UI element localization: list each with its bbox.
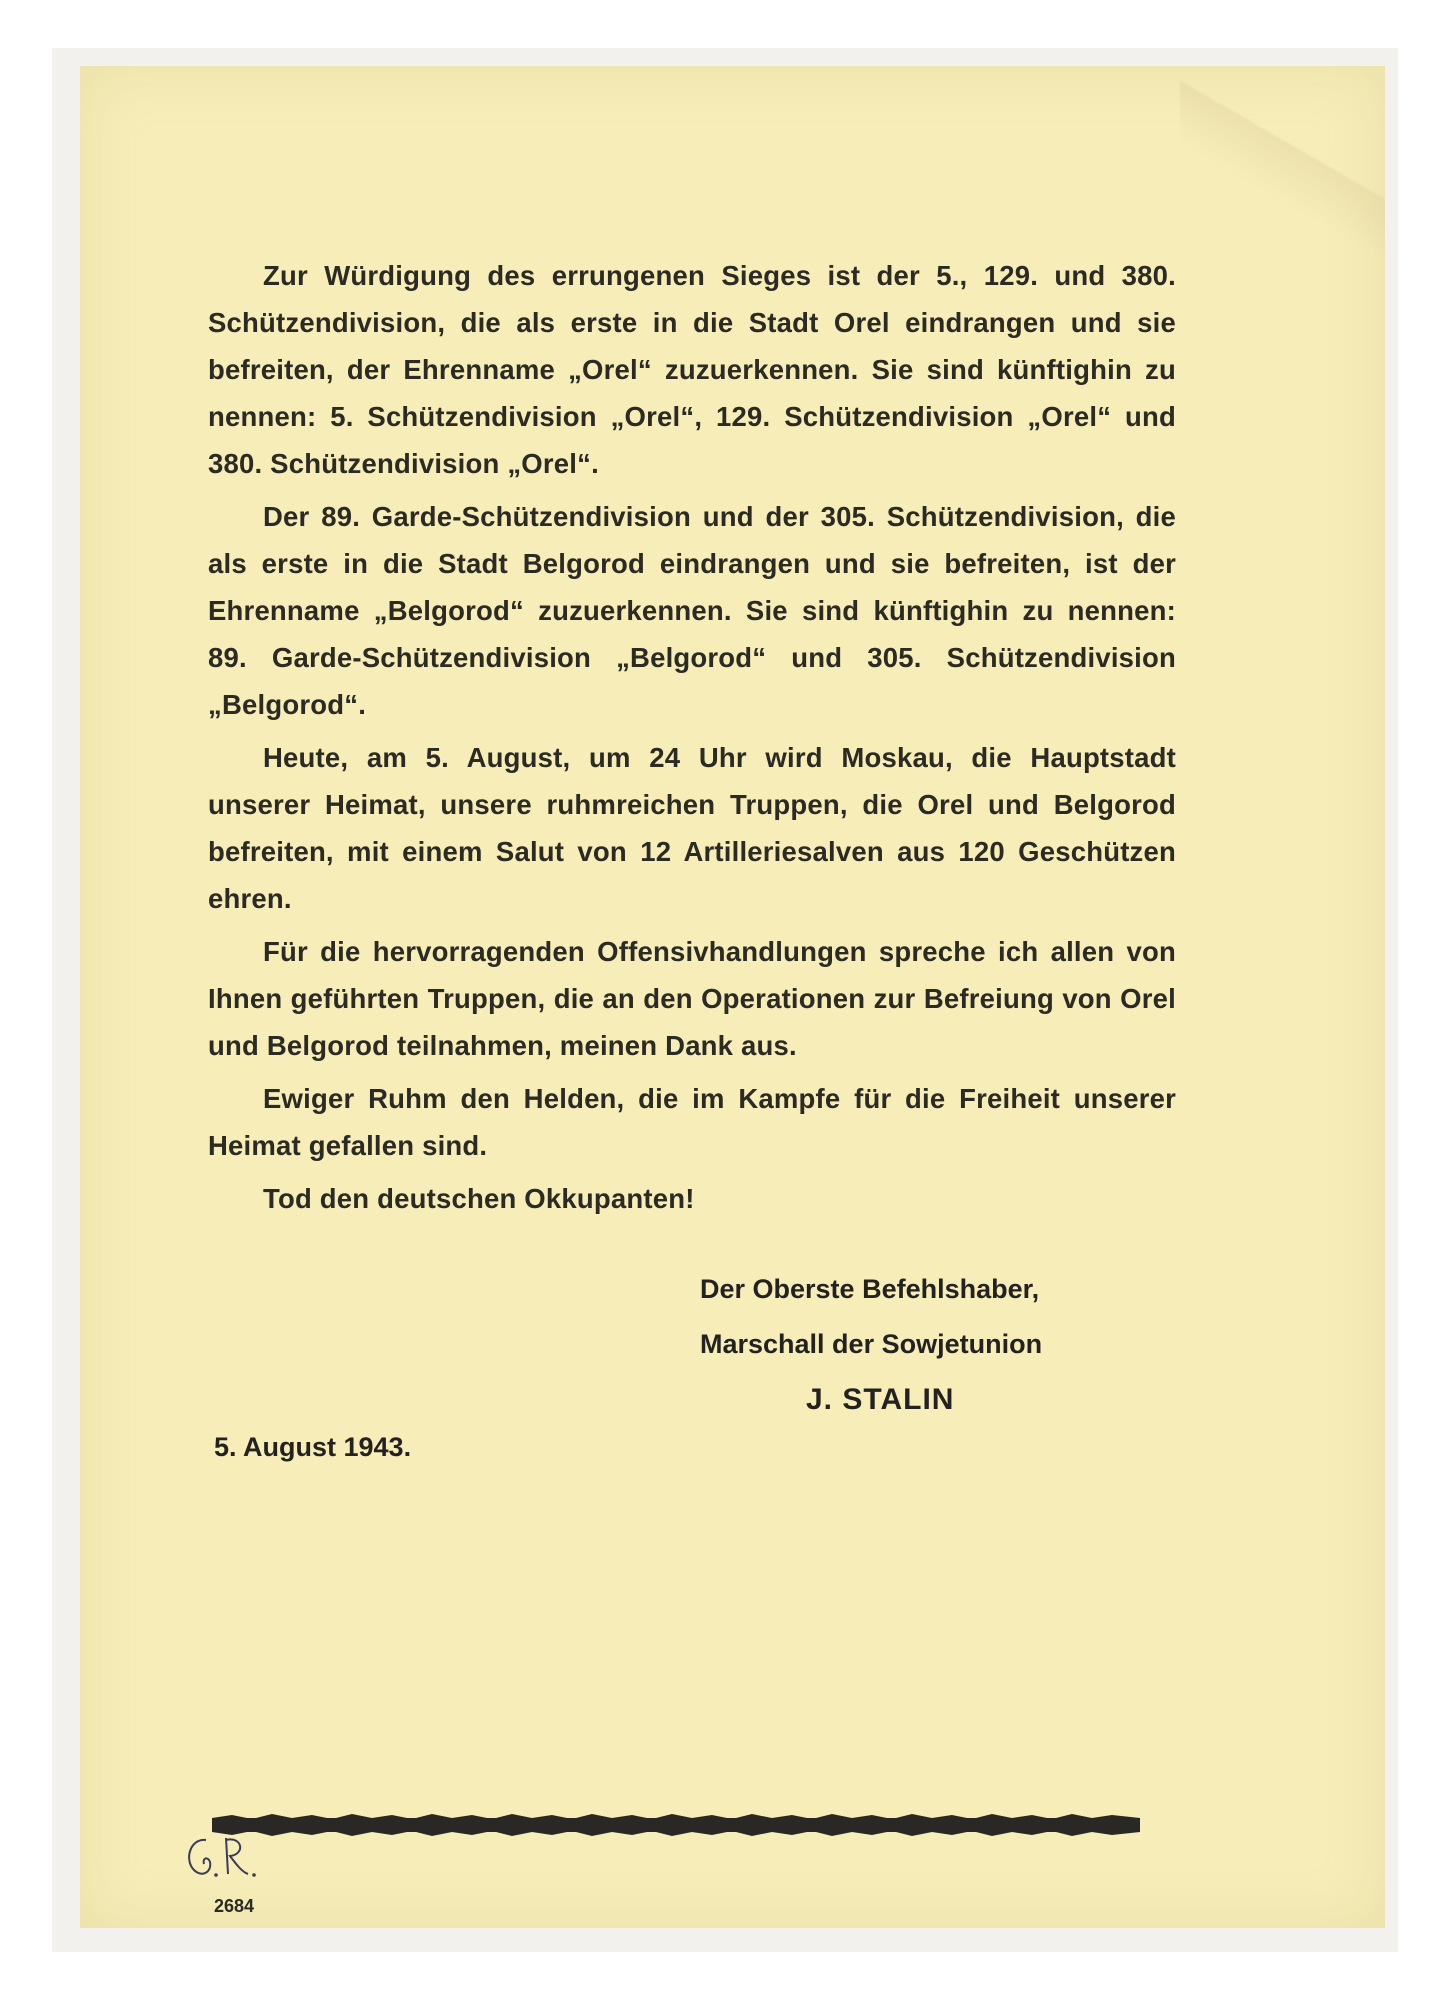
- print-code: 2684: [214, 1896, 255, 1916]
- paragraph-belgorod-honor: Der 89. Garde-Schützendivision und der 305. Schützendivision, die als erste in die Stadt Belgorod eindrangen und sie befreiten, ist der Ehrenname „Belgorod“ zuzuerkennen. Sie sind künftighin zu nennen: 89. Garde-Schützendivision „Belgorod“ und 305. Schützendivision „Belgorod“.: [208, 501, 1176, 720]
- paragraph-closing: Tod den deutschen Okkupanten!: [263, 1183, 695, 1214]
- paragraph-orel-honor: Zur Würdigung des errungenen Sieges ist der 5., 129. und 380. Schützendivision, die als erste in die Stadt Orel eindrangen und sie befreiten, der Ehrenname „Orel“ zuzuerkennen. Sie sind künftighin zu nennen: 5. Schützendivision „Orel“, 129. Schützendivision „Orel“ und 380. Schützendivision „Orel“.: [208, 260, 1176, 479]
- paragraph-thanks: Für die hervorragenden Offensivhandlungen spreche ich allen von Ihnen geführten Truppen, die an den Operationen zur Befreiung von Orel und Belgorod teilnahmen, meinen Dank aus.: [208, 936, 1176, 1061]
- signature-title: Der Oberste Befehlshaber,: [700, 1274, 1040, 1304]
- paper-fold-corner: [1180, 66, 1385, 276]
- printed-rule-bar: [212, 1813, 1140, 1837]
- signature-name: J. STALIN: [806, 1383, 955, 1416]
- document-date: 5. August 1943.: [214, 1432, 412, 1462]
- handwritten-initials-icon: [176, 1820, 266, 1890]
- signature-block: [700, 1262, 1160, 1427]
- paragraph-salute: Heute, am 5. August, um 24 Uhr wird Moskau, die Hauptstadt unserer Heimat, unsere ruhmreichen Truppen, die Orel und Belgorod befreiten, mit einem Salut von 12 Artilleriesalven aus 120 Geschützen ehren.: [208, 742, 1176, 914]
- document-body: [208, 252, 1176, 1228]
- paragraph-glory: Ewiger Ruhm den Helden, die im Kampfe für die Freiheit unserer Heimat gefallen sind.: [208, 1083, 1176, 1161]
- signature-rank: Marschall der Sowjetunion: [700, 1329, 1043, 1359]
